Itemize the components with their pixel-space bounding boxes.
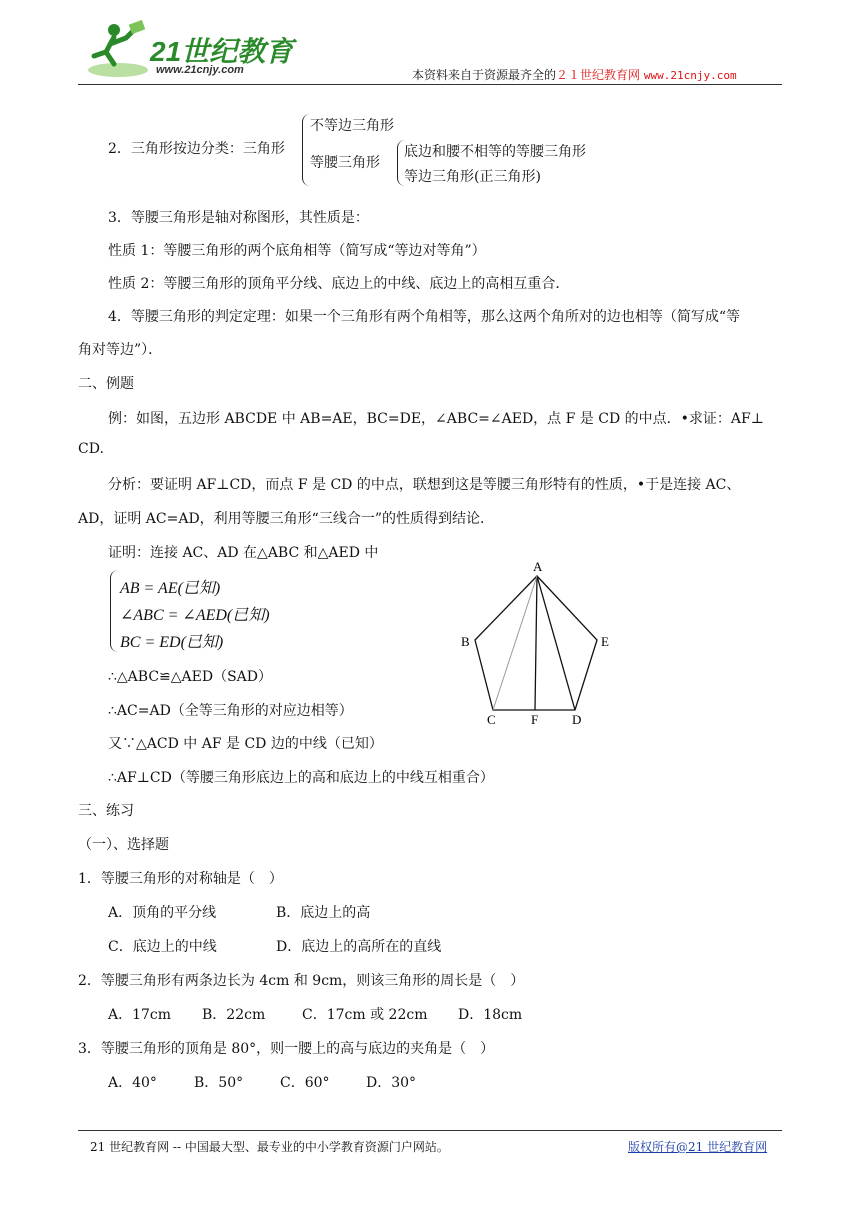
system-brace bbox=[110, 570, 119, 652]
proof-step2: ∴AC=AD（全等三角形的对应边相等） bbox=[108, 703, 353, 719]
property1-text: 性质 1：等腰三角形的两个底角相等（简写成“等边对等角”） bbox=[108, 243, 486, 259]
q2-option-c: C．17cm 或 22cm bbox=[302, 1007, 428, 1023]
class-equilateral: 等边三角形(正三角形) bbox=[404, 169, 541, 185]
tagline-prefix: 本资料来自于资源最齐全的 bbox=[412, 68, 557, 82]
footer-left: 21 世纪教育网 -- 中国最大型、最专业的中小学教育资源门户网站。 bbox=[90, 1140, 449, 1154]
item3-text: 3．等腰三角形是轴对称图形，其性质是： bbox=[108, 210, 369, 226]
class-isosceles-non-eq: 底边和腰不相等的等腰三角形 bbox=[404, 144, 586, 160]
item4-line1: 4．等腰三角形的判定定理：如果一个三角形有两个角相等，那么这两个角所对的边也相等（简写成“等 bbox=[108, 309, 741, 325]
q2-option-a: A．17cm bbox=[108, 1007, 172, 1023]
q2-option-d: D．18cm bbox=[458, 1007, 523, 1023]
classification-label: 2．三角形按边分类：三角形 bbox=[108, 141, 285, 157]
section3-subtitle: （一）、选择题 bbox=[78, 837, 169, 853]
q3-option-b: B．50° bbox=[194, 1075, 244, 1091]
section2-title: 二、例题 bbox=[78, 376, 134, 392]
tagline-url[interactable]: www.21cnjy.com bbox=[643, 69, 737, 82]
q1-option-d: D．底边上的高所在的直线 bbox=[276, 939, 442, 955]
runner-logo-icon bbox=[84, 20, 154, 80]
question1: 1．等腰三角形的对称轴是（ ） bbox=[78, 871, 283, 887]
segment-AC bbox=[493, 576, 537, 710]
logo-url-text: www.21cnjy.com bbox=[156, 64, 244, 76]
tagline-brand: ２１世纪教育网 bbox=[556, 68, 641, 82]
q1-option-c: C．底边上的中线 bbox=[108, 939, 217, 955]
footer-copyright-link[interactable]: 版权所有@21 世纪教育网 bbox=[628, 1140, 768, 1154]
q3-option-c: C．60° bbox=[280, 1075, 330, 1091]
q2-option-b: B．22cm bbox=[202, 1007, 266, 1023]
q3-option-a: A．40° bbox=[108, 1075, 157, 1091]
analysis-line1: 分析：要证明 AF⊥CD，而点 F 是 CD 的中点，联想到这是等腰三角形特有的性质，•于是连接 AC、 bbox=[108, 477, 741, 493]
label-A: A bbox=[533, 559, 543, 574]
logo-main-text: 21世纪教育 bbox=[150, 36, 294, 67]
label-C: C bbox=[487, 712, 496, 727]
system-eq2: ∠ABC = ∠AED(已知) bbox=[120, 607, 270, 624]
label-F: F bbox=[531, 712, 539, 727]
question2: 2．等腰三角形有两条边长为 4cm 和 9cm，则该三角形的周长是（ ） bbox=[78, 973, 525, 989]
label-D: D bbox=[572, 712, 582, 727]
system-eq1: AB = AE(已知) bbox=[120, 580, 221, 597]
label-B: B bbox=[461, 634, 470, 649]
analysis-line2: AD，证明 AC=AD，利用等腰三角形“三线合一”的性质得到结论． bbox=[78, 511, 494, 527]
class-isosceles: 等腰三角形 bbox=[310, 155, 380, 171]
pentagon-figure bbox=[455, 558, 615, 730]
proof-step1: ∴△ABC≌△AED（SAD） bbox=[108, 669, 273, 685]
system-eq3: BC = ED(已知) bbox=[120, 634, 224, 651]
segment-AF bbox=[535, 576, 537, 710]
section3-title: 三、练习 bbox=[78, 803, 134, 819]
example-line2: CD. bbox=[78, 441, 104, 457]
property2-text: 性质 2：等腰三角形的顶角平分线、底边上的中线、底边上的高相互重合． bbox=[108, 276, 570, 292]
question3: 3．等腰三角形的顶角是 80°，则一腰上的高与底边的夹角是（ ） bbox=[78, 1041, 495, 1057]
class-scalene: 不等边三角形 bbox=[310, 118, 394, 134]
q1-option-b: B．底边上的高 bbox=[276, 905, 371, 921]
item4-line2: 角对等边”）． bbox=[78, 342, 163, 358]
header-tagline bbox=[412, 66, 737, 83]
proof-intro: 证明：连接 AC、AD 在△ABC 和△AED 中 bbox=[108, 545, 379, 561]
footer-divider bbox=[78, 1130, 782, 1131]
q3-option-d: D．30° bbox=[366, 1075, 417, 1091]
header-logo bbox=[84, 20, 294, 82]
proof-step4: ∴AF⊥CD（等腰三角形底边上的高和底边上的中线互相重合） bbox=[108, 770, 494, 786]
example-line1: 例：如图，五边形 ABCDE 中 AB=AE，BC=DE，∠ABC=∠AED，点 F 是 CD 的中点．•求证：AF⊥ bbox=[108, 411, 764, 427]
q1-option-a: A．顶角的平分线 bbox=[108, 905, 217, 921]
header-divider bbox=[78, 84, 782, 85]
label-E: E bbox=[601, 634, 609, 649]
proof-step3: 又∵△ACD 中 AF 是 CD 边的中线（已知） bbox=[108, 736, 383, 752]
